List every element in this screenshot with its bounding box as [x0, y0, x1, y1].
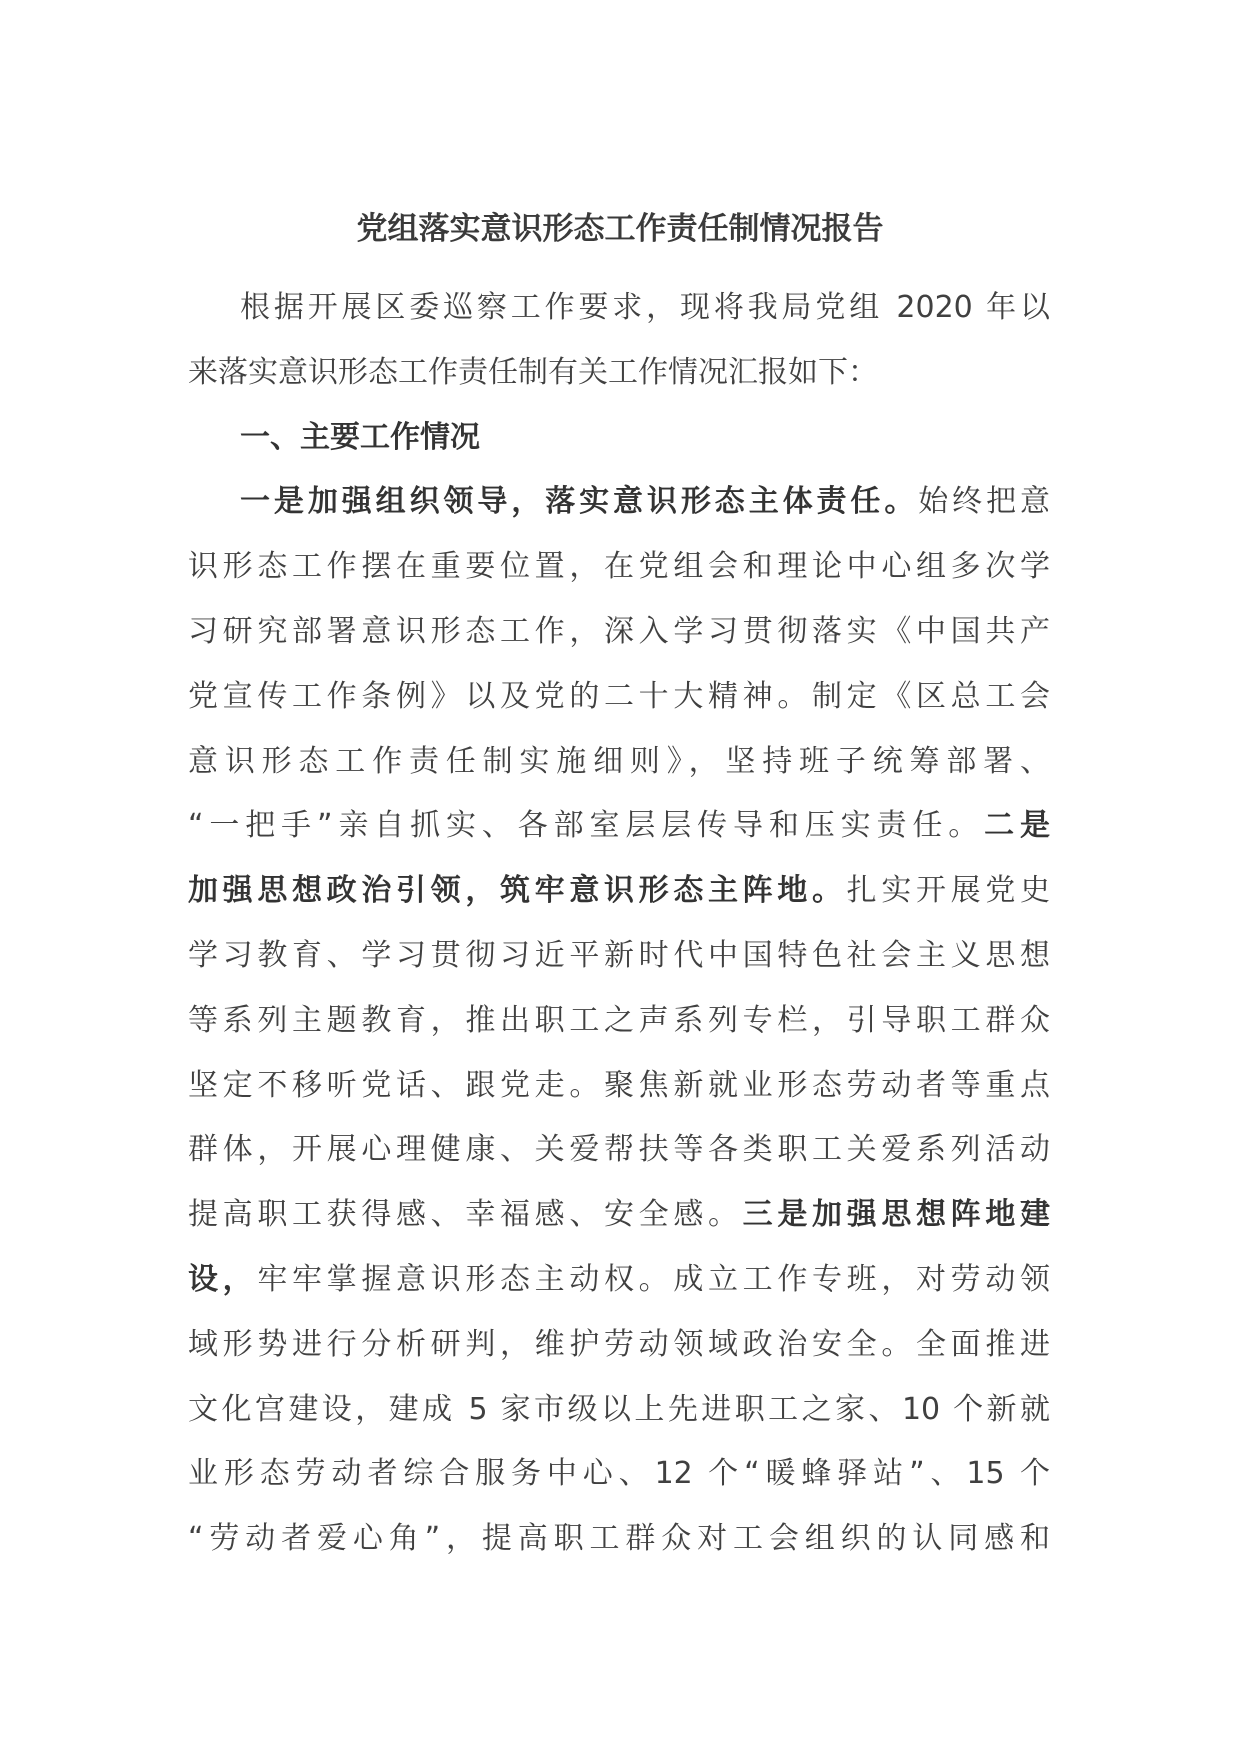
text-segment: 意识形态工作责任制实施细则》，坚持班子统筹部署、 [188, 743, 1050, 779]
text-line [188, 934, 1050, 978]
text-segment: 牢牢掌握意识形态主动权。成立工作专班，对劳动领 [257, 1262, 1051, 1297]
text-line [188, 1452, 1050, 1496]
text-line [188, 1128, 1050, 1172]
text-line [188, 869, 1050, 913]
text-segment: 扎实开展党史 [846, 873, 1051, 909]
text-segment: 识形态工作摆在重要位置，在党组会和理论中心组多次学 [188, 549, 1050, 585]
text-line [188, 1064, 1050, 1108]
bold-text-segment: 一是加强组织领导，落实意识形态主体责任。 [240, 484, 919, 520]
text-line [188, 1517, 1050, 1561]
text-segment: 域形势进行分析研判，维护劳动领域政治安全。全面推进 [188, 1326, 1050, 1362]
bold-text-segment: 设， [188, 1262, 258, 1297]
text-line [188, 1193, 1050, 1237]
text-line [188, 286, 1050, 330]
text-segment: 始终把意 [918, 484, 1051, 520]
text-segment: 等系列主题教育，推出职工之声系列专栏，引导职工群众 [188, 1002, 1050, 1038]
text-segment: 文化宫建设，建成 5 家市级以上先进职工之家、10 个新就 [188, 1391, 1050, 1427]
text-segment: 学习教育、学习贯彻习近平新时代中国特色社会主义思想 [188, 938, 1050, 973]
document-title: 党组落实意识形态工作责任制情况报告 [356, 211, 884, 247]
text-line [188, 351, 1050, 395]
text-line [188, 740, 1050, 784]
text-line [188, 1388, 1050, 1432]
text-line [188, 999, 1050, 1043]
text-segment: 坚定不移听党话、跟党走。聚焦新就业形态劳动者等重点 [188, 1067, 1050, 1103]
text-segment: 党宣传工作条例》以及党的二十大精神。制定《区总工会 [188, 678, 1050, 714]
text-segment: 来落实意识形态工作责任制有关工作情况汇报如下： [188, 354, 878, 390]
text-segment: 业形态劳动者综合服务中心、12 个“暖蜂驿站”、15 个 [188, 1456, 1050, 1492]
text-segment: “一把手”亲自抓实、各部室层层传导和压实责任。 [188, 808, 985, 844]
text-segment: 根据开展区委巡察工作要求，现将我局党组 2020 年以 [240, 290, 1050, 325]
text-line [188, 545, 1050, 589]
bold-text-segment: 加强思想政治引领，筑牢意识形态主阵地。 [188, 873, 847, 909]
text-line [188, 610, 1050, 654]
bold-text-segment: 三是加强思想阵地建 [742, 1197, 1051, 1233]
text-segment: 习研究部署意识形态工作，深入学习贯彻落实《中国共产 [188, 614, 1050, 649]
text-segment: “劳动者爱心角”，提高职工群众对工会组织的认同感和 [188, 1521, 1050, 1557]
bold-text-segment: 一、主要工作情况 [240, 419, 480, 455]
text-line [188, 1323, 1050, 1367]
text-line [188, 416, 1050, 460]
text-line [188, 1258, 1050, 1302]
text-line [188, 480, 1050, 524]
bold-text-segment: 二是 [984, 808, 1050, 844]
text-segment: 群体，开展心理健康、关爱帮扶等各类职工关爱系列活动 [188, 1132, 1050, 1168]
text-line [188, 804, 1050, 848]
text-line [188, 675, 1050, 719]
text-segment: 提高职工获得感、幸福感、安全感。 [188, 1197, 743, 1233]
